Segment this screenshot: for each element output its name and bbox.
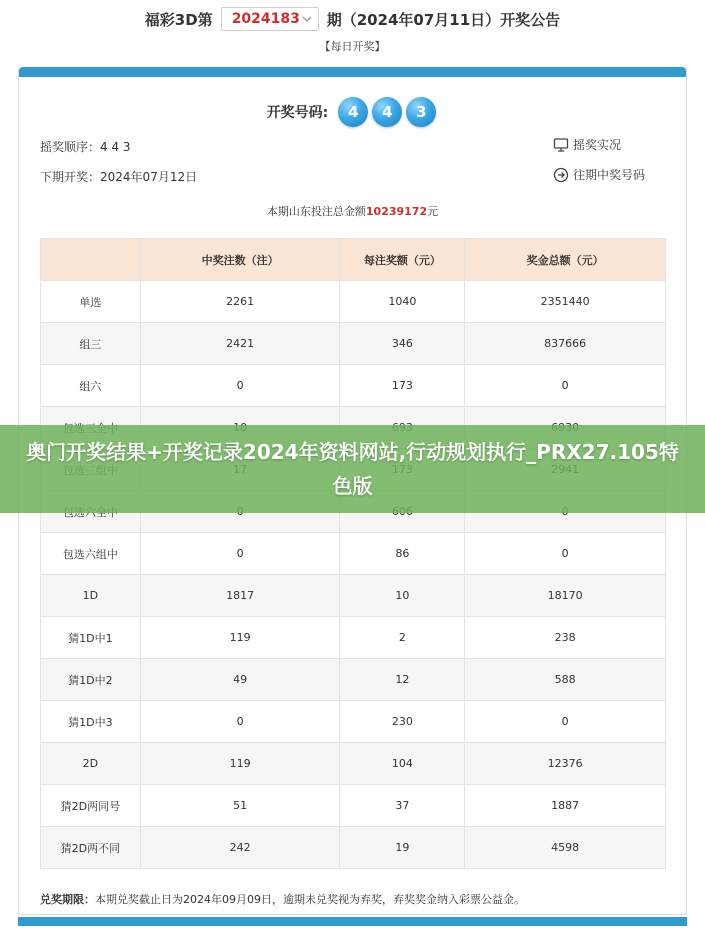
table-cell: 12376 (465, 743, 666, 785)
monitor-icon (553, 137, 569, 153)
table-cell: 238 (465, 617, 666, 659)
chevron-down-icon (302, 14, 312, 25)
prize-level-cell: 猜1D中1 (41, 617, 141, 659)
next-draw-label: 下期开奖： (40, 170, 101, 184)
table-row (41, 827, 666, 869)
table-header-cell (41, 239, 141, 281)
table-cell: 0 (465, 365, 666, 407)
next-draw-value: 2024年07月12日 (100, 170, 198, 184)
table-row (41, 575, 666, 617)
table-cell: 104 (340, 743, 465, 785)
table-cell: 119 (140, 743, 340, 785)
table-cell: 242 (140, 827, 340, 869)
table-row (41, 533, 666, 575)
banner-text: 奥门开奖结果+开奖记录2024年资料网站,行动规划执行_PRX27.105特色版 (26, 440, 679, 498)
table-cell: 19 (340, 827, 465, 869)
header-prefix: 福彩3D第 (144, 10, 213, 29)
table-cell: 346 (340, 323, 465, 365)
history-numbers-link[interactable] (553, 166, 645, 183)
prize-level-cell: 1D (41, 575, 141, 617)
prize-level-cell: 组六 (41, 365, 141, 407)
table-row (41, 743, 666, 785)
table-cell: 173 (340, 365, 465, 407)
table-row (41, 701, 666, 743)
table-cell: 230 (340, 701, 465, 743)
draw-order-label: 摇奖顺序： (40, 140, 101, 154)
winning-numbers-label: 开奖号码: (266, 105, 329, 121)
prize-level-cell: 猜2D两同号 (41, 785, 141, 827)
issue-value: 2024183 (231, 11, 300, 27)
table-cell: 588 (465, 659, 666, 701)
table-cell: 2261 (140, 281, 340, 323)
table-cell: 37 (340, 785, 465, 827)
history-numbers-label: 往期中奖号码 (573, 168, 646, 182)
table-cell: 2351440 (465, 281, 666, 323)
card-top-bar (19, 67, 686, 77)
table-cell: 51 (140, 785, 340, 827)
table-cell: 86 (340, 533, 465, 575)
header-suffix: 期（2024年07月11日）开奖公告 (326, 10, 561, 29)
sales-total (19, 203, 686, 219)
table-cell: 0 (140, 533, 340, 575)
table-cell: 1040 (340, 281, 465, 323)
table-cell: 0 (140, 701, 340, 743)
table-cell: 119 (140, 617, 340, 659)
page-header (0, 6, 705, 32)
table-cell: 10 (340, 575, 465, 617)
table-cell: 49 (140, 659, 340, 701)
prize-level-cell: 单选 (41, 281, 141, 323)
number-ball: 3 (406, 97, 436, 127)
table-row (41, 785, 666, 827)
table-cell: 12 (340, 659, 465, 701)
live-draw-label: 摇奖实况 (573, 138, 622, 152)
table-cell: 1817 (140, 575, 340, 617)
header-subtitle: 【每日开奖】 (319, 40, 386, 53)
table-row (41, 281, 666, 323)
table-cell: 1887 (465, 785, 666, 827)
live-draw-link[interactable] (553, 136, 621, 153)
table-cell: 0 (465, 533, 666, 575)
winning-numbers (19, 97, 686, 127)
table-cell: 2421 (140, 323, 340, 365)
prize-level-cell: 组三 (41, 323, 141, 365)
table-row (41, 323, 666, 365)
table-cell: 18170 (465, 575, 666, 617)
table-row (41, 617, 666, 659)
arrow-circle-icon (553, 167, 569, 183)
table-row (41, 659, 666, 701)
claim-deadline-label: 兑奖期限： (40, 893, 95, 906)
issue-select[interactable] (221, 7, 319, 31)
prize-table (40, 238, 666, 869)
number-ball: 4 (338, 97, 368, 127)
sales-amount: 10239172 (365, 205, 428, 218)
table-header-cell: 每注奖额（元） (340, 239, 465, 281)
table-cell: 0 (140, 365, 340, 407)
table-cell: 4598 (465, 827, 666, 869)
draw-order (40, 138, 131, 155)
draw-order-value: 4 4 3 (100, 140, 131, 154)
next-draw (40, 168, 197, 185)
table-cell: 837666 (465, 323, 666, 365)
card-bottom-bar (18, 917, 687, 926)
sales-unit: 元 (427, 205, 439, 218)
prize-level-cell: 猜1D中3 (41, 701, 141, 743)
table-cell: 2 (340, 617, 465, 659)
overlay-banner (0, 425, 705, 513)
claim-deadline (40, 891, 525, 907)
sales-prefix: 本期山东投注总金额 (266, 205, 366, 218)
table-cell: 0 (465, 701, 666, 743)
prize-level-cell: 猜1D中2 (41, 659, 141, 701)
table-header-cell: 中奖注数（注） (140, 239, 340, 281)
table-header-cell: 奖金总额（元） (465, 239, 666, 281)
prize-level-cell: 猜2D两不同 (41, 827, 141, 869)
table-header-row (41, 239, 666, 281)
prize-level-cell: 包选六组中 (41, 533, 141, 575)
number-ball: 4 (372, 97, 402, 127)
prize-level-cell: 2D (41, 743, 141, 785)
table-row (41, 365, 666, 407)
claim-deadline-text: 本期兑奖截止日为2024年09月09日，逾期未兑奖视为弃奖，弃奖奖金纳入彩票公益金。 (95, 893, 525, 906)
